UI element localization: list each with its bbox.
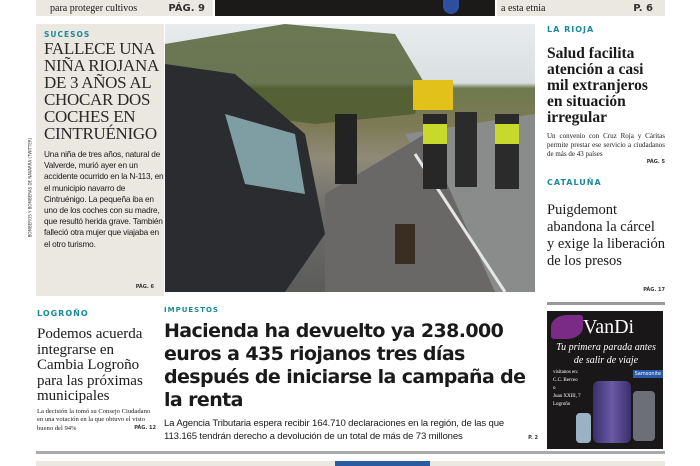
- logrono-body: La decisión la tomó su Consejo Ciudadano en una votación en la que obtuvo el visto bueno del 94%: [37, 407, 151, 432]
- slogan: Tu primera parada antes de salir de viaje: [556, 342, 656, 366]
- teaser-text: a esta etnia: [501, 3, 546, 14]
- suitcase-icon: [576, 413, 591, 443]
- photo-scene: [165, 24, 535, 292]
- cataluna-headline: Puigdemont abandona la cárcel y exige la liberación de los presos: [547, 202, 665, 269]
- top-teaser-right[interactable]: [497, 0, 665, 16]
- visit-label: visítanos en:: [553, 370, 579, 375]
- page-ref: PÁG. 17: [643, 287, 665, 293]
- top-teaser-left[interactable]: [36, 0, 213, 16]
- page-ref: PÁG. 12: [134, 425, 156, 431]
- cataluna-story[interactable]: [547, 178, 665, 293]
- address-city: Logroño: [553, 402, 571, 407]
- page-ref: P. 2: [528, 435, 538, 441]
- suitcase-icon: [633, 391, 655, 441]
- impuestos-body: La Agencia Tributaria espera recibir 164.710 declaraciones en la región, de las que 113.165 tendrán derecho a devolución de un total de más de 73 millones: [164, 418, 505, 442]
- rioja-story[interactable]: [547, 25, 665, 165]
- section-label: SUCESOS: [44, 30, 91, 39]
- impuestos-story[interactable]: [164, 306, 540, 443]
- top-teaser-photo[interactable]: [215, 0, 495, 16]
- address: [553, 369, 581, 409]
- section-label: IMPUESTOS: [164, 306, 219, 314]
- partner: Samsonite: [634, 371, 661, 377]
- section-label: CATALUÑA: [547, 178, 602, 187]
- vandi-ad[interactable]: [547, 311, 663, 449]
- vandi-logo-icon: [551, 315, 583, 339]
- page-ref: PÁG. 6: [135, 284, 154, 290]
- footer-divider: [36, 451, 665, 454]
- brand: VanDi: [583, 316, 635, 338]
- divider: [547, 302, 665, 305]
- page-ref: PÁG. 9: [168, 3, 205, 14]
- lead-body: Una niña de tres años, natural de Valverde, murió ayer en un accidente ocurrido en la N-113, en el municipio navarro de Cintruénigo. La pequeña iba en uno de los coches con su madre, que resultó herida grave. También falleció otra mujer que viajaba en el otro turismo.: [44, 149, 164, 249]
- address-1: C.C. Berceo: [553, 378, 578, 383]
- section-label: LOGROÑO: [37, 309, 89, 318]
- rioja-headline: Salud facilita atención a casi mil extranjeros en situación irregular: [547, 45, 648, 126]
- impuestos-headline: Hacienda ha devuelto ya 238.000 euros a 435 riojanos tres días después de iniciarse la campaña de la renta: [164, 320, 526, 411]
- footer-blue-block: [335, 461, 430, 466]
- accident-photo[interactable]: [165, 24, 535, 292]
- logrono-story[interactable]: [37, 309, 158, 433]
- page-ref: PÁG. 5: [646, 159, 665, 165]
- lead-headline: FALLECE UNA NIÑA RIOJANA DE 3 AÑOS AL CHOCAR DOS COCHES EN CINTRUÉNIGO: [44, 39, 158, 143]
- photo-detail: [443, 0, 459, 14]
- address-and: o: [553, 386, 556, 391]
- lead-story-box[interactable]: [36, 24, 164, 296]
- teaser-text: para proteger cultivos: [50, 3, 138, 14]
- rioja-body: Un convenio con Cruz Roja y Cáritas permite prestar ese servicio a ciudadanos de más de 43 países: [547, 132, 665, 158]
- section-label: LA RIOJA: [547, 25, 595, 34]
- logrono-headline: Podemos acuerda integrarse en Cambia Logroño para las próximas municipales: [37, 326, 143, 404]
- photo-credit: BOMBEROS Y BOMBERAS DE NAVARRA (TWITTER): [27, 137, 33, 238]
- page-ref: P. 6: [633, 3, 653, 14]
- suitcase-icon: [593, 381, 631, 443]
- address-2: Juan XXIII, 7: [553, 394, 581, 399]
